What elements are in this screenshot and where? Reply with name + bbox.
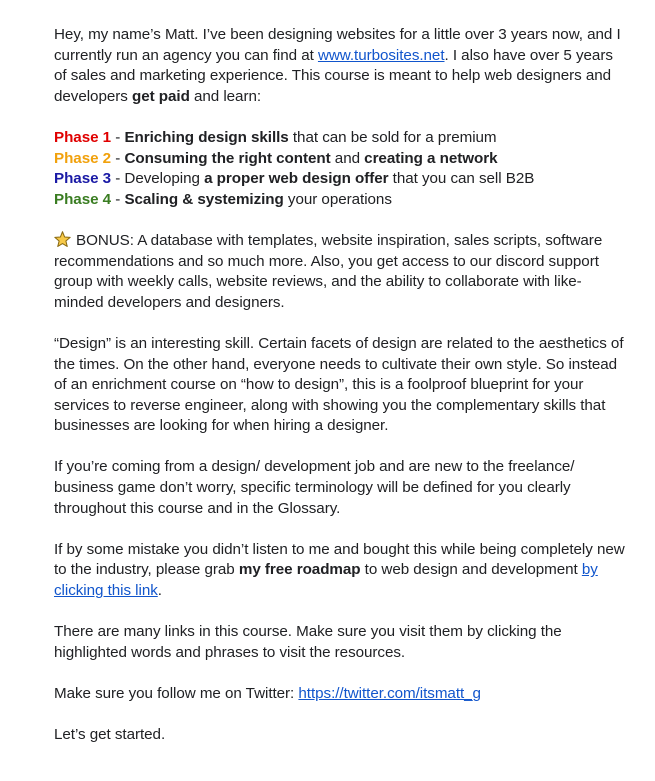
- phase-1-rest: that can be sold for a premium: [288, 128, 497, 146]
- twitter-paragraph: [54, 684, 625, 705]
- get-paid-bold: get paid: [131, 87, 190, 105]
- phases-list: [54, 128, 625, 210]
- phase-1-bold: Enriching design skills: [124, 128, 289, 146]
- design-paragraph: “Design” is an interesting skill. Certain facets of design are related to the aesthetics of the times. On the other hand, everyone needs to cultivate their own style. So instead of an enrichment course on “how to design”, this is a foolproof blueprint for your services to reverse engineer, along with showing you the complementary skills that businesses are looking for when hiring a designer.: [54, 334, 624, 435]
- roadmap-text-2: to web design and development: [360, 561, 582, 579]
- roadmap-paragraph: [54, 540, 625, 602]
- phase-2-bold-2: creating a network: [364, 149, 498, 167]
- roadmap-text-1: If by some mistake you didn’t listen to me and bought this while being completely new to the industry, please grab: [54, 540, 625, 579]
- phase-2-bold: Consuming the right content: [124, 149, 331, 167]
- intro-text-2: . I also have over 5 years of sales and marketing experience. This course is meant to help web designers and developers: [54, 46, 613, 105]
- phase-4-sep: -: [111, 190, 125, 208]
- intro-text-1: Hey, my name’s Matt. I’ve been designing websites for a little over 3 years now, and I currently run an agency you can find at: [54, 26, 621, 64]
- twitter-text: Make sure you follow me on Twitter:: [54, 685, 299, 702]
- star-icon: [54, 231, 71, 247]
- intro-paragraph: [54, 25, 625, 107]
- freelance-paragraph: If you’re coming from a design/ development job and are new to the freelance/ business game don’t worry, specific terminology will be defined for you clearly throughout this course and in the Glossary.: [54, 458, 575, 517]
- intro-text-3: and learn:: [189, 87, 262, 105]
- phase-2-label: Phase 2: [54, 149, 112, 167]
- phase-2-sep: -: [111, 149, 125, 167]
- phase-4-rest: your operations: [283, 190, 392, 208]
- phase-3-bold: a proper web design offer: [204, 170, 389, 188]
- twitter-link[interactable]: https://twitter.com/itsmatt_g: [298, 685, 481, 702]
- roadmap-text-3: .: [157, 582, 162, 600]
- phase-3-sep: - Developing: [111, 170, 205, 188]
- phase-1-label: Phase 1: [54, 128, 112, 146]
- phase-4-label: Phase 4: [54, 190, 112, 208]
- phase-3-item: [54, 169, 625, 190]
- free-roadmap-bold: my free roadmap: [238, 561, 361, 579]
- links-paragraph: There are many links in this course. Make sure you visit them by clicking the highlighted words and phrases to visit the resources.: [54, 623, 562, 661]
- phase-3-label: Phase 3: [54, 170, 112, 188]
- phase-3-rest: that you can sell B2B: [388, 170, 535, 188]
- phase-4-item: [54, 190, 625, 211]
- bonus-text: BONUS: A database with templates, website inspiration, sales scripts, software recommendations and so much more. Also, you get access to our discord support group with weekly calls, website reviews, and the ability to collaborate with like-minded developers and designers.: [54, 231, 603, 311]
- phase-1-item: [54, 128, 625, 149]
- phase-2-item: [54, 149, 625, 170]
- phase-4-bold: Scaling & systemizing: [124, 190, 284, 208]
- bonus-paragraph: [54, 231, 625, 313]
- phase-1-sep: -: [111, 128, 125, 146]
- closing-paragraph: Let’s get started.: [54, 726, 166, 744]
- phase-2-mid: and: [330, 149, 365, 167]
- roadmap-link[interactable]: by clicking this link: [54, 561, 598, 600]
- turbosites-link[interactable]: www.turbosites.net: [317, 46, 445, 64]
